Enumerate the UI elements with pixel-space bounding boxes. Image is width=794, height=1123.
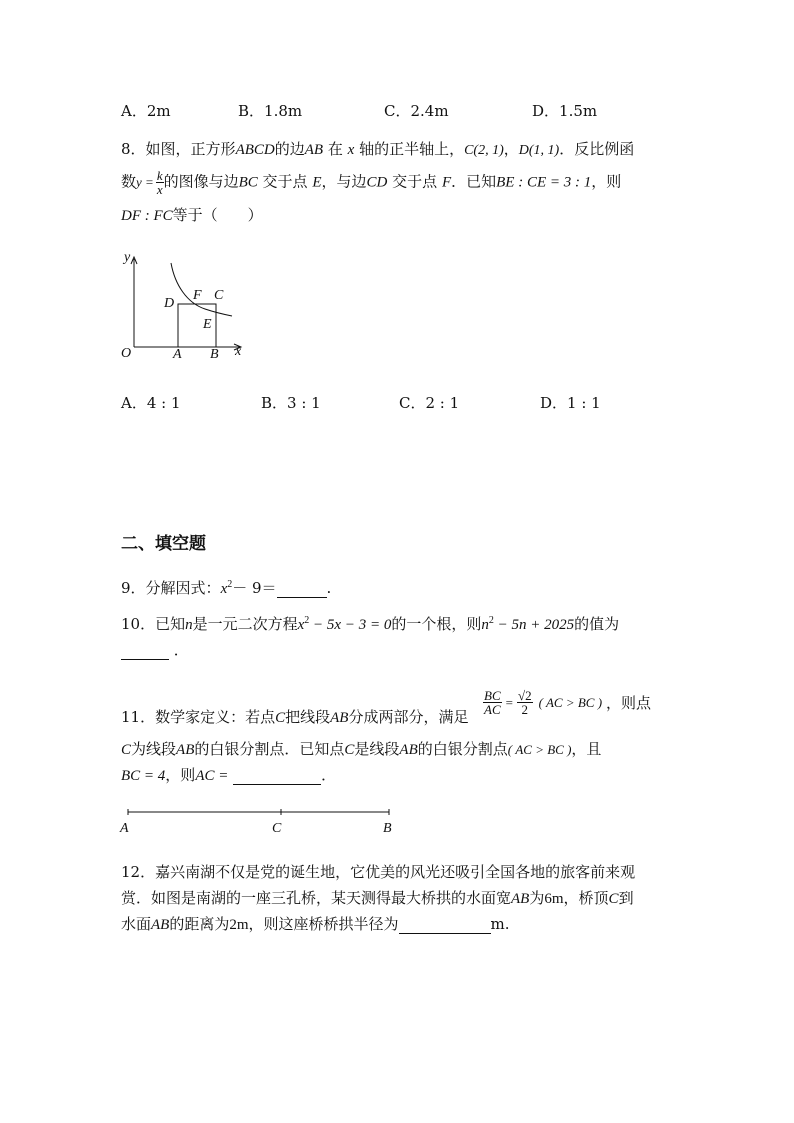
- q11-line-3: [121, 764, 336, 785]
- q11-equals: =: [505, 694, 513, 710]
- q11-text: 把线段: [285, 708, 331, 726]
- label-a: A: [173, 347, 182, 362]
- q12-answer-blank[interactable]: [399, 915, 491, 934]
- q12-text: 为: [529, 889, 545, 907]
- seg-label-b: B: [383, 821, 392, 836]
- point-e: E: [312, 174, 322, 191]
- q8-text: 的图像与边: [163, 172, 239, 191]
- ratio-ask: DF : FC: [121, 208, 173, 224]
- q12-text: ，桥顶: [563, 889, 609, 907]
- q10-line-2: [121, 639, 189, 660]
- q11-sqrt-den: 2: [521, 702, 529, 717]
- q11-c: C: [275, 710, 286, 726]
- q8-text: 交于点: [387, 172, 438, 191]
- q11-segment-figure: [115, 802, 405, 838]
- q11-bc-value: BC = 4: [121, 768, 166, 784]
- ratio-given: BE : CE = 3 : 1: [496, 174, 592, 191]
- q11-text: 数学家定义：若点: [155, 708, 276, 726]
- func-num: k: [156, 168, 163, 183]
- q11-ab: AB: [176, 742, 195, 758]
- q10-text: 的值为: [574, 615, 620, 633]
- label-o: O: [121, 346, 132, 361]
- side-ab: AB: [304, 142, 324, 158]
- q8-line-3: [121, 204, 263, 225]
- square-label: ABCD: [235, 142, 275, 158]
- q10-eq-exponent: 2: [304, 615, 310, 626]
- label-b: B: [210, 347, 219, 362]
- side-bc: BC: [238, 174, 258, 191]
- q10-line-1: [121, 613, 619, 634]
- q10-n: n: [185, 617, 193, 633]
- func-y: y =: [136, 174, 154, 190]
- q11-number: 11．: [121, 708, 156, 726]
- q11-condition-2: ( AC > BC ): [507, 742, 572, 757]
- q12-number: 12．: [121, 863, 156, 881]
- q7-option-d: D．1.5m: [532, 102, 598, 120]
- q9-text: 分解因式：: [145, 579, 221, 597]
- label-c: C: [214, 288, 224, 303]
- q8-text: ．已知: [451, 172, 497, 191]
- q9-exponent: 2: [227, 579, 233, 590]
- q10-expr: n: [481, 617, 489, 633]
- q10-expr-exponent: 2: [488, 615, 494, 626]
- label-d: D: [164, 296, 175, 311]
- q11-line-2: [121, 738, 601, 759]
- q8-text: ．反比例函: [559, 140, 635, 158]
- q12-text: ，则这座桥桥拱半径为: [248, 915, 399, 933]
- q12-c: C: [608, 891, 619, 907]
- q11-c: C: [344, 742, 355, 758]
- q9-number: 9．: [121, 579, 146, 597]
- q11-condition: ( AC > BC ): [538, 694, 603, 710]
- q10-eq: x: [297, 617, 305, 633]
- q12-text: 到: [618, 889, 634, 907]
- x-symbol: x: [347, 142, 355, 158]
- q11-sqrt-fraction: [517, 689, 533, 716]
- seg-label-a: A: [120, 821, 129, 836]
- q8-text: 的边: [274, 140, 305, 158]
- q8-text: 交于点: [257, 172, 308, 191]
- q11-text: 为线段: [131, 740, 177, 758]
- q8-figure: [115, 245, 255, 365]
- q12-text: 水面: [121, 915, 152, 933]
- q8-number: 8．: [121, 140, 146, 158]
- q7-option-a: A．2m: [121, 102, 171, 120]
- q11-ratio-fraction: [483, 689, 502, 716]
- q12-width: 6m: [544, 891, 564, 907]
- q10-number: 10．: [121, 615, 156, 633]
- q10-eq-rest: − 5x − 3 = 0: [309, 617, 392, 633]
- q11-text: ，则: [165, 766, 196, 784]
- q8-text: 等于（ ）: [172, 206, 263, 224]
- q11-ab: AB: [330, 710, 349, 726]
- q7-option-c: C．2.4m: [384, 102, 449, 120]
- q11-text: 分成两部分，满足: [348, 708, 469, 726]
- q11-c: C: [121, 742, 132, 758]
- func-fraction: [156, 169, 164, 196]
- q8-text: 数: [121, 172, 137, 191]
- q12-line-1: [121, 861, 635, 882]
- q12-line-3: [121, 913, 510, 934]
- q8-line-1: 8．如图，正方形ABCD的边AB 在 x 轴的正半轴上，C(2, 1)，D(1, 1)．反比例函: [121, 140, 635, 158]
- side-cd: CD: [366, 174, 388, 191]
- q12-text: 的距离为: [169, 915, 230, 933]
- q8-option-d: D．1 : 1: [540, 394, 601, 412]
- q8-option-a: A．4 : 1: [121, 394, 181, 412]
- q10-text: 已知: [155, 615, 186, 633]
- q10-end: ．: [173, 641, 189, 659]
- section-title: 二、填空题: [121, 534, 206, 554]
- q11-text: ，且: [571, 740, 602, 758]
- q8-text: ，则: [591, 172, 622, 191]
- q11-line-1: [121, 706, 468, 727]
- q7-option-b: B．1.8m: [238, 102, 303, 120]
- q12-text: 赏．如图是南湖的一座三孔桥，某天测得最大桥拱的水面宽: [121, 889, 512, 907]
- label-y: y: [124, 250, 131, 265]
- q9-expr: x: [220, 581, 228, 597]
- q8-text: 在: [323, 140, 343, 158]
- q11-ac: AC =: [195, 768, 229, 784]
- q11-end: ．: [321, 766, 337, 784]
- point-d-coords: D(1, 1): [518, 143, 560, 158]
- seg-label-c: C: [272, 821, 282, 836]
- q10-text: 是一元二次方程: [192, 615, 298, 633]
- q9-answer-blank[interactable]: [277, 579, 327, 598]
- q11-answer-blank[interactable]: [233, 766, 321, 785]
- q12-line-2: [121, 887, 634, 908]
- q12-end: m.: [490, 915, 510, 933]
- q8-option-c: C．2 : 1: [399, 394, 460, 412]
- q12-text: 嘉兴南湖不仅是党的诞生地，它优美的风光还吸引全国各地的旅客前来观: [155, 863, 636, 881]
- func-den: x: [156, 182, 163, 197]
- label-f: F: [193, 288, 202, 303]
- label-x: x: [235, 344, 242, 359]
- q11-sqrt-num: √2: [517, 688, 532, 703]
- q12-ab: AB: [151, 917, 170, 933]
- q8-text: 轴的正半轴上，: [354, 140, 465, 158]
- q11-text: 的白银分割点: [417, 740, 508, 758]
- q8-line-2: [121, 169, 621, 196]
- point-c-coords: C(2, 1): [464, 143, 504, 158]
- q8-text: ，与边: [321, 172, 367, 191]
- q11-text: 是线段: [354, 740, 400, 758]
- q9-expr-b: － 9＝: [232, 579, 277, 597]
- q12-ab: AB: [511, 891, 530, 907]
- q8-option-b: B．3 : 1: [261, 394, 321, 412]
- q11-ab: AB: [399, 742, 418, 758]
- point-f: F: [441, 174, 452, 191]
- q9-line: [121, 577, 331, 598]
- q10-expr-rest: − 5n + 2025: [493, 617, 575, 633]
- label-e: E: [203, 317, 212, 332]
- q12-height: 2m: [229, 917, 249, 933]
- q10-text: 的一个根，则: [391, 615, 482, 633]
- q10-answer-blank[interactable]: [121, 641, 169, 660]
- q11-text: 的白银分割点．已知点: [194, 740, 345, 758]
- q8-text: 如图，正方形: [145, 140, 236, 158]
- q11-frac-num: BC: [484, 688, 501, 703]
- q9-end: .: [326, 579, 332, 597]
- q11-frac-den: AC: [484, 702, 501, 717]
- q11-formula: [483, 689, 651, 716]
- q11-text: ，则点: [606, 694, 652, 712]
